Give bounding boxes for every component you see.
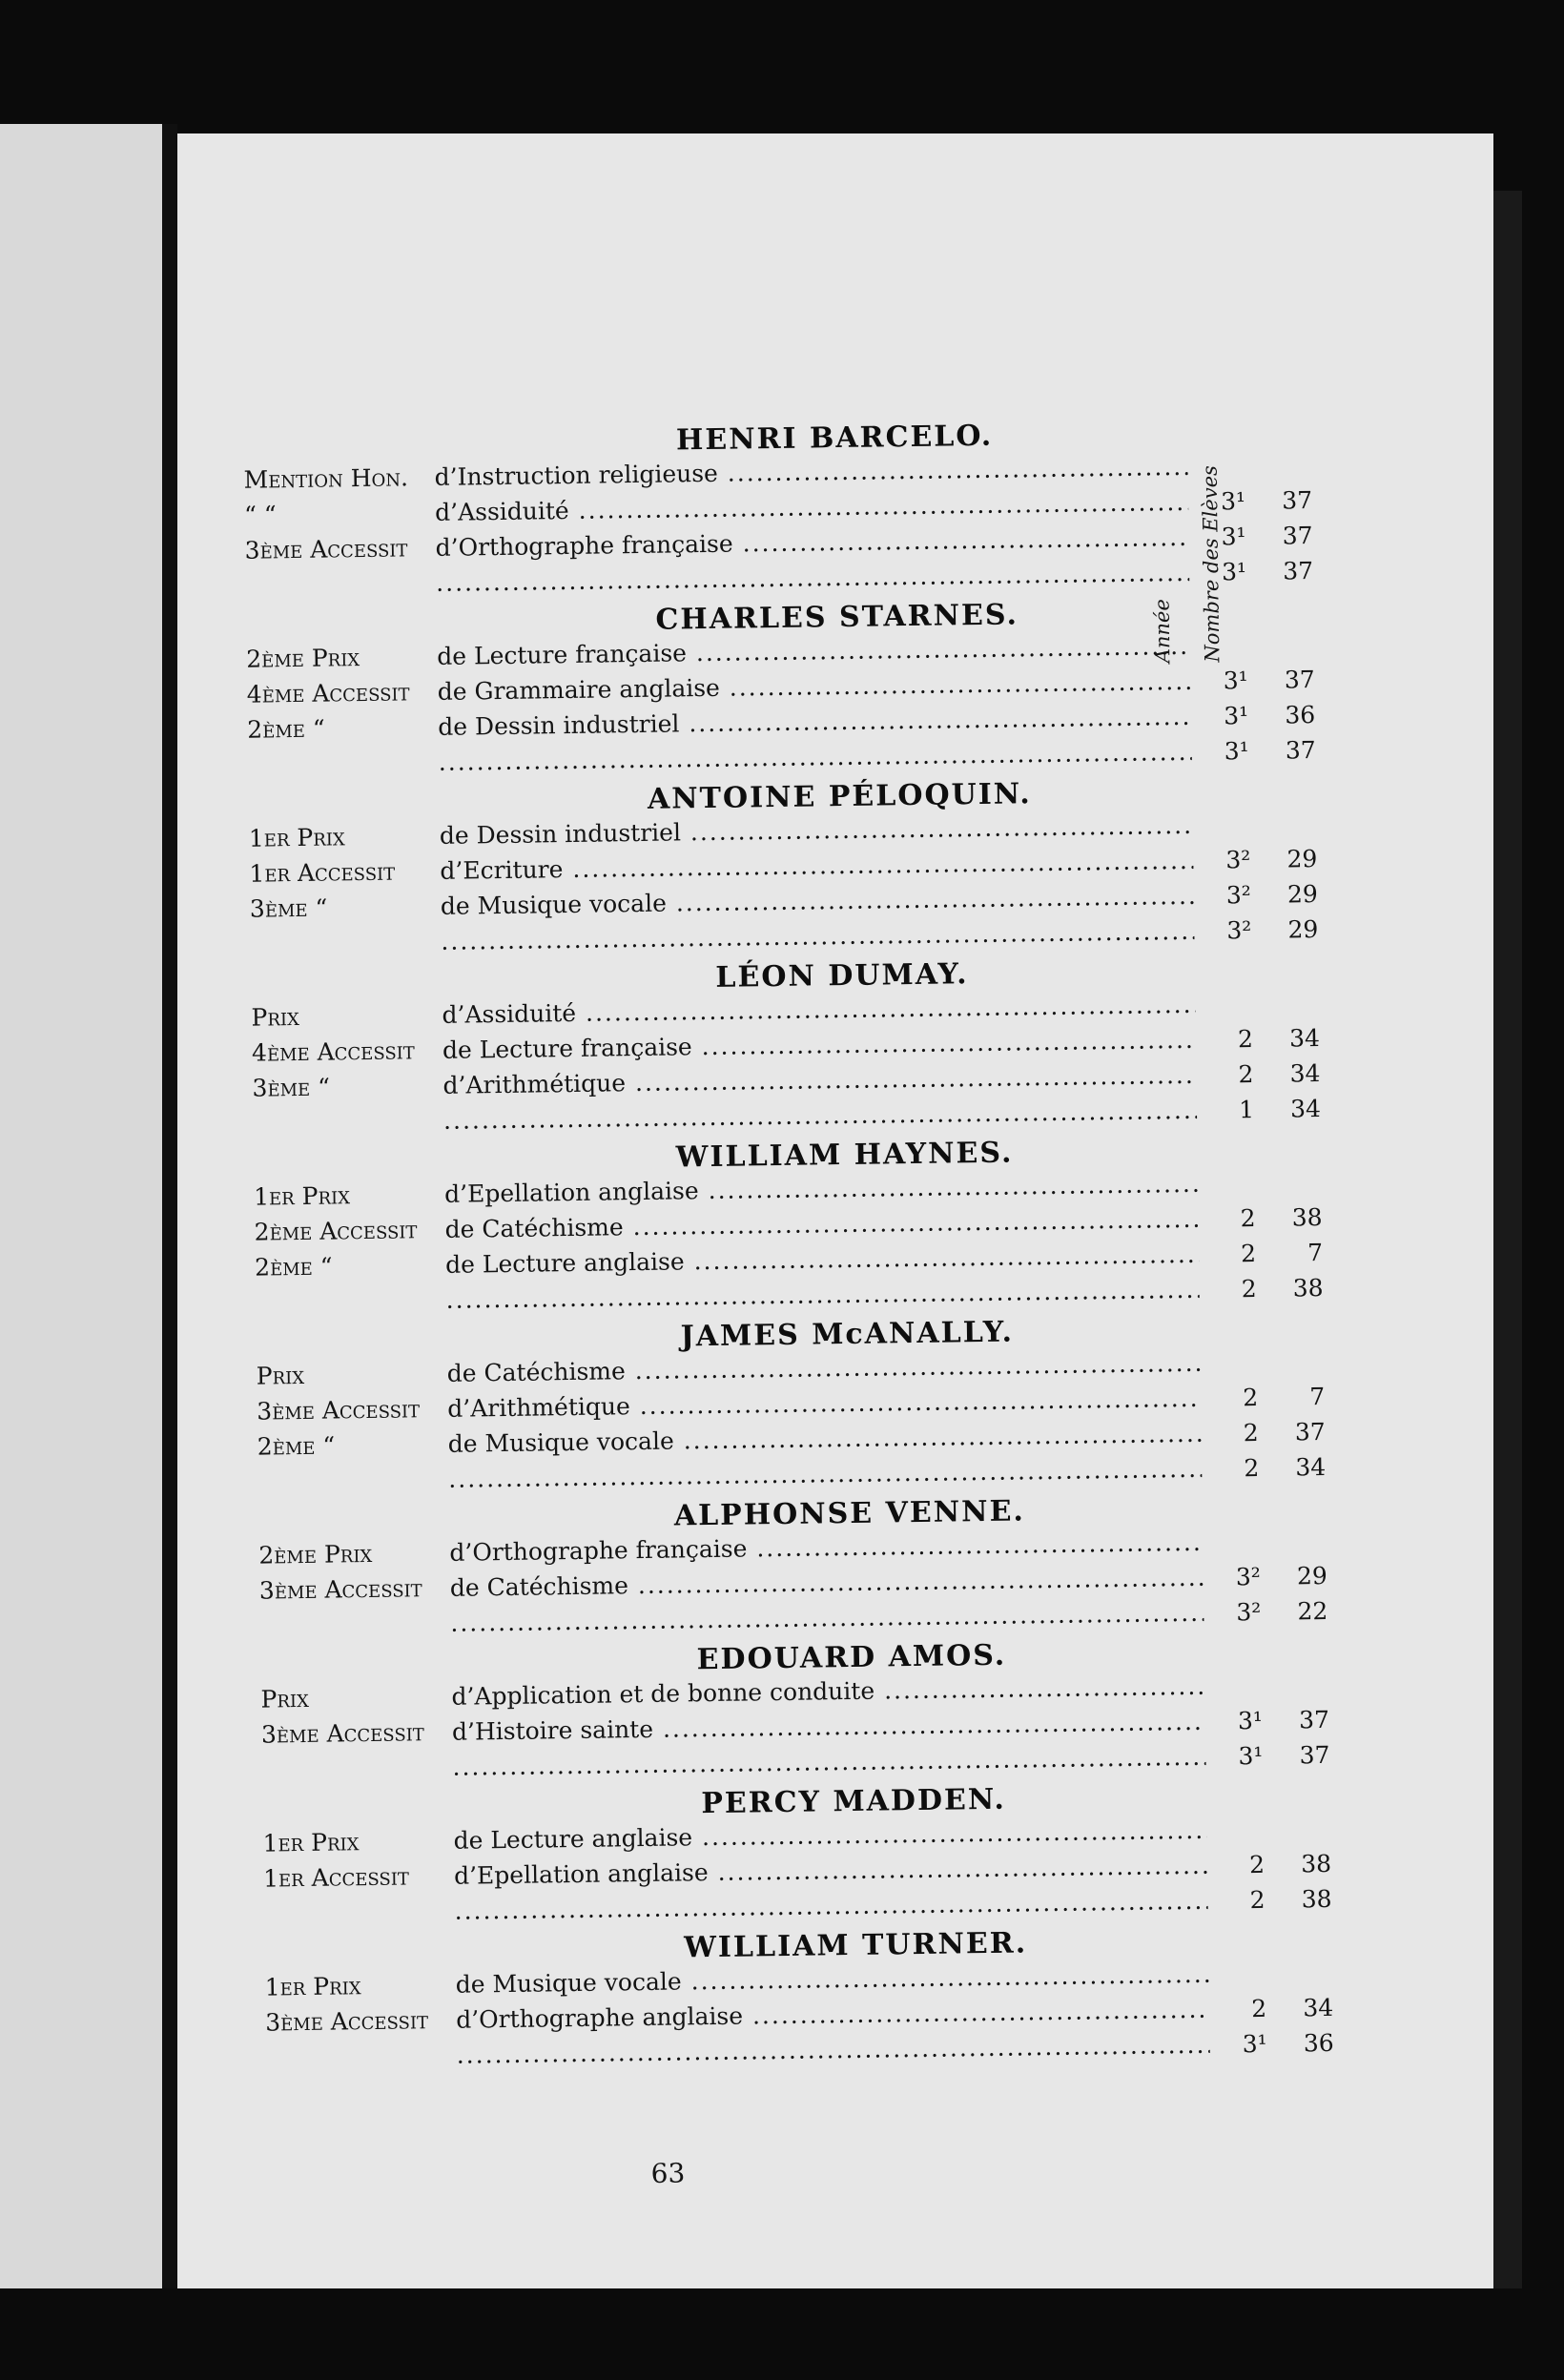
student-block bbox=[264, 1920, 1334, 2080]
nombre-value: 37 bbox=[1282, 522, 1313, 550]
award-label: 4ème Accessit bbox=[251, 1036, 415, 1067]
annee-value: 2 bbox=[1243, 1418, 1259, 1447]
award-label: 2ème Prix bbox=[258, 1539, 373, 1570]
prize-list bbox=[243, 413, 1334, 2079]
award-label: 4ème Accessit bbox=[246, 678, 410, 708]
student-name: EDOUARD AMOS. bbox=[696, 1638, 1007, 1677]
nombre-value bbox=[1247, 652, 1314, 653]
award-subject: de Catéchisme ..... bbox=[447, 1349, 1201, 1387]
award-subject: d’Arithmétique ..... bbox=[447, 1385, 1201, 1423]
student-block bbox=[262, 1776, 1332, 1936]
award-subject: de Lecture anglaise ..... bbox=[453, 1816, 1206, 1855]
award-label: 3ème Accessit bbox=[258, 1574, 422, 1605]
award-label bbox=[266, 2063, 457, 2066]
annee-value: 3¹ bbox=[1223, 667, 1248, 695]
award-subject: de Musique vocale ..... bbox=[456, 1960, 1209, 1999]
award-label: 2ème Accessit bbox=[254, 1216, 418, 1246]
student-block bbox=[256, 1309, 1327, 1504]
annee-value bbox=[1205, 1693, 1263, 1694]
student-name: CHARLES STARNES. bbox=[655, 598, 1019, 637]
award-label bbox=[256, 1308, 446, 1311]
student-block bbox=[253, 1130, 1324, 1324]
award-subject: d’Epellation anglaise ..... bbox=[454, 1852, 1207, 1890]
award-subject: de Dessin industriel ..... bbox=[440, 811, 1193, 850]
student-block bbox=[251, 951, 1322, 1145]
award-subject: d’Assiduité ..... bbox=[435, 488, 1188, 526]
award-label: Prix bbox=[256, 1361, 305, 1390]
student-block bbox=[260, 1632, 1330, 1792]
award-label: 1er Accessit bbox=[249, 857, 396, 888]
award-label: Prix bbox=[251, 1002, 300, 1032]
award-subject: d’Ecriture ..... bbox=[440, 847, 1193, 885]
annee-value: 2 bbox=[1238, 1060, 1254, 1089]
award-label bbox=[264, 1919, 455, 1922]
award-label: 1er Prix bbox=[262, 1828, 360, 1857]
nombre-value: 7 bbox=[1309, 1382, 1326, 1411]
nombre-value: 34 bbox=[1289, 1095, 1322, 1123]
award-label: 1er Accessit bbox=[262, 1862, 410, 1893]
award-subject: de Musique vocale ..... bbox=[441, 882, 1194, 920]
book-gutter bbox=[162, 124, 177, 2288]
award-label: 2ème Prix bbox=[246, 644, 360, 673]
award-label bbox=[248, 770, 439, 773]
nombre-value: 37 bbox=[1299, 1740, 1330, 1770]
award-label: Prix bbox=[260, 1684, 310, 1713]
award-label: 3ème “ bbox=[252, 1073, 331, 1102]
annee-value: 2 bbox=[1240, 1239, 1257, 1268]
award-subject: de Musique vocale ..... bbox=[448, 1420, 1202, 1458]
nombre-value: 38 bbox=[1291, 1203, 1323, 1232]
award-label bbox=[245, 591, 436, 594]
student-name: PERCY MADDEN. bbox=[701, 1782, 1007, 1821]
nombre-value: 38 bbox=[1301, 1849, 1332, 1878]
annee-value: 2 bbox=[1248, 1850, 1266, 1879]
annee-value bbox=[1201, 1370, 1258, 1371]
award-label bbox=[257, 1488, 448, 1490]
student-block bbox=[248, 771, 1319, 966]
award-label: “ “ bbox=[243, 501, 277, 529]
annee-value: 2 bbox=[1244, 1453, 1260, 1483]
nombre-value: 34 bbox=[1303, 1993, 1334, 2022]
annee-value: 3¹ bbox=[1224, 702, 1249, 730]
annee-value: 3¹ bbox=[1242, 2029, 1267, 2059]
award-subject: d’Epellation anglaise ..... bbox=[444, 1170, 1198, 1208]
award-label bbox=[260, 1631, 451, 1634]
nombre-value: 34 bbox=[1289, 1059, 1321, 1088]
nombre-value: 38 bbox=[1292, 1274, 1324, 1303]
document-page bbox=[177, 133, 1493, 2288]
nombre-value: 37 bbox=[1282, 486, 1313, 515]
annee-value: 3² bbox=[1225, 846, 1251, 874]
annee-value bbox=[1209, 1981, 1266, 1982]
nombre-value: 37 bbox=[1294, 1417, 1326, 1446]
nombre-value bbox=[1258, 1369, 1325, 1370]
annee-value bbox=[1190, 653, 1247, 654]
page-edge-shadow bbox=[1493, 191, 1522, 2288]
award-subject: d’Application et de bonne conduite ..... bbox=[451, 1672, 1204, 1711]
annee-value: 3¹ bbox=[1220, 487, 1246, 516]
award-label bbox=[262, 1775, 453, 1778]
award-label: 2ème “ bbox=[257, 1431, 336, 1461]
annee-value: 3² bbox=[1226, 916, 1252, 945]
annee-value: 3² bbox=[1235, 1562, 1262, 1591]
award-label: 3ème Accessit bbox=[265, 2006, 429, 2037]
award-label: Mention Hon. bbox=[243, 463, 409, 494]
facing-page-edge bbox=[0, 124, 162, 2288]
annee-value: 3² bbox=[1236, 1597, 1262, 1627]
annee-value bbox=[1207, 1837, 1265, 1838]
student-name: LÉON DUMAY. bbox=[715, 957, 969, 995]
nombre-value: 7 bbox=[1307, 1239, 1324, 1267]
nombre-value bbox=[1266, 1980, 1333, 1981]
nombre-value: 29 bbox=[1296, 1561, 1328, 1590]
nombre-value: 22 bbox=[1297, 1596, 1328, 1626]
student-block bbox=[246, 592, 1317, 787]
nombre-value: 37 bbox=[1283, 557, 1314, 585]
nombre-value bbox=[1245, 473, 1312, 474]
award-subject: d’Orthographe française ..... bbox=[449, 1529, 1203, 1567]
annee-value: 3¹ bbox=[1224, 737, 1249, 766]
award-label: 1er Prix bbox=[248, 823, 345, 852]
nombre-value: 38 bbox=[1301, 1884, 1332, 1914]
annee-value: 2 bbox=[1243, 1383, 1259, 1412]
award-label bbox=[251, 950, 442, 953]
annee-value: 1 bbox=[1238, 1096, 1255, 1124]
award-subject: d’Orthographe anglaise ..... bbox=[456, 1996, 1209, 2034]
annee-value: 2 bbox=[1241, 1274, 1257, 1303]
nombre-value: 37 bbox=[1284, 666, 1315, 694]
annee-value bbox=[1203, 1549, 1260, 1550]
nombre-value: 29 bbox=[1286, 845, 1318, 873]
annee-value: 3¹ bbox=[1237, 1706, 1264, 1735]
nombre-value: 29 bbox=[1286, 880, 1319, 909]
student-block bbox=[258, 1488, 1328, 1648]
nombre-value bbox=[1265, 1836, 1331, 1837]
award-label: 3ème “ bbox=[249, 893, 328, 923]
annee-value bbox=[1188, 474, 1245, 475]
award-label bbox=[253, 1129, 443, 1132]
nombre-value: 34 bbox=[1295, 1452, 1327, 1482]
annee-value: 2 bbox=[1240, 1203, 1256, 1233]
student-name: ANTOINE PÉLOQUIN. bbox=[647, 777, 1032, 816]
nombre-value: 36 bbox=[1303, 2028, 1334, 2058]
award-subject: d’Instruction religieuse ..... bbox=[434, 453, 1187, 491]
award-label: 1er Prix bbox=[253, 1181, 351, 1211]
award-label: 2ème “ bbox=[254, 1252, 333, 1282]
annee-value: 2 bbox=[1251, 1994, 1267, 2023]
annee-value: 3¹ bbox=[1221, 558, 1247, 586]
award-subject: de Grammaire anglaise ..... bbox=[438, 667, 1191, 706]
page-number: 63 bbox=[650, 2157, 686, 2189]
award-subject: de Lecture anglaise ..... bbox=[445, 1241, 1199, 1279]
award-subject: d’Assiduité ..... bbox=[442, 991, 1195, 1029]
page-content bbox=[177, 133, 1493, 2288]
award-subject: d’Histoire sainte ..... bbox=[452, 1708, 1205, 1746]
nombre-value bbox=[1255, 1190, 1322, 1191]
student-name: ALPHONSE VENNE. bbox=[673, 1494, 1026, 1533]
award-label: 3ème Accessit bbox=[244, 534, 408, 564]
annee-value bbox=[1193, 832, 1250, 833]
student-name: WILLIAM TURNER. bbox=[683, 1926, 1028, 1965]
award-label: 3ème Accessit bbox=[260, 1718, 424, 1749]
column-header-annee: Année bbox=[1150, 599, 1175, 664]
annee-value: 3² bbox=[1225, 881, 1252, 910]
nombre-value: 37 bbox=[1285, 736, 1316, 765]
award-label: 2ème “ bbox=[247, 714, 325, 744]
nombre-value: 34 bbox=[1288, 1024, 1321, 1053]
nombre-value bbox=[1253, 1011, 1320, 1012]
annee-value: 3¹ bbox=[1221, 523, 1246, 551]
award-subject: d’Orthographe française ..... bbox=[435, 523, 1188, 562]
student-name: JAMES McANALLY. bbox=[680, 1315, 1015, 1354]
nombre-value bbox=[1250, 831, 1317, 832]
nombre-value: 29 bbox=[1287, 915, 1319, 944]
annee-value: 2 bbox=[1237, 1025, 1254, 1054]
student-name: HENRI BARCELO. bbox=[675, 419, 994, 458]
award-subject: de Catéchisme ..... bbox=[450, 1564, 1204, 1602]
award-subject: de Lecture française ..... bbox=[437, 632, 1190, 670]
annee-value: 2 bbox=[1249, 1885, 1266, 1915]
student-block bbox=[243, 413, 1314, 607]
student-name: WILLIAM HAYNES. bbox=[675, 1136, 1014, 1175]
annee-value: 3¹ bbox=[1238, 1741, 1264, 1771]
award-subject: d’Arithmétique ..... bbox=[442, 1061, 1196, 1099]
award-subject: de Dessin industriel ..... bbox=[438, 703, 1191, 741]
nombre-value: 36 bbox=[1285, 701, 1316, 729]
nombre-value: 37 bbox=[1298, 1705, 1330, 1734]
annee-value bbox=[1198, 1191, 1255, 1192]
award-label: 3ème Accessit bbox=[257, 1395, 421, 1426]
award-subject: de Catéchisme ..... bbox=[444, 1205, 1198, 1243]
column-header-nombre: Nombre des Elèves bbox=[1198, 465, 1224, 663]
annee-value bbox=[1196, 1012, 1253, 1013]
award-label: 1er Prix bbox=[264, 1972, 361, 2001]
award-subject: de Lecture française ..... bbox=[442, 1026, 1196, 1064]
